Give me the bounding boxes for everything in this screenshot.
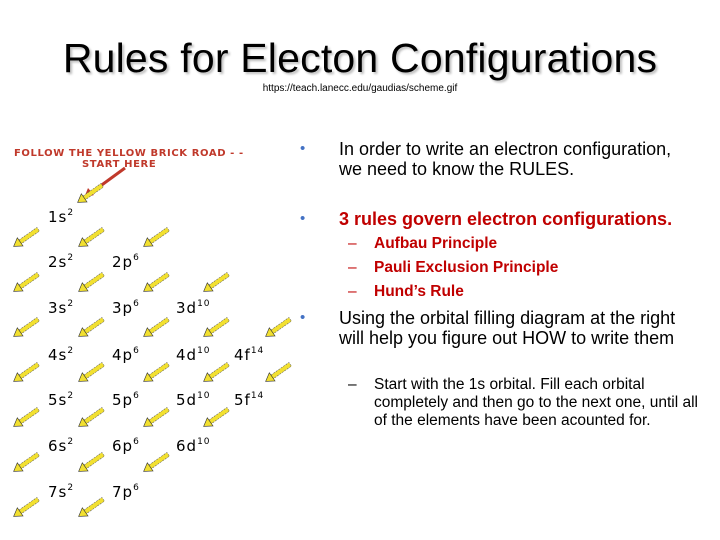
orbital-label: 2p xyxy=(112,253,134,271)
rule-1-text: Aufbau Principle xyxy=(374,235,498,252)
orbital-label: 6s xyxy=(48,437,68,455)
yellow-arrow xyxy=(11,495,41,520)
slide-title: Rules for Electon Configurations xyxy=(62,35,658,81)
yellow-arrow xyxy=(201,270,231,295)
yellow-arrow xyxy=(76,315,106,340)
orbital-label: 5s xyxy=(48,391,68,409)
orbital-7p xyxy=(112,481,140,500)
orbital-1s xyxy=(48,206,74,225)
orbital-label: 4s xyxy=(48,346,68,364)
yellow-arrow xyxy=(76,405,106,430)
diagonal-arrows xyxy=(0,125,300,540)
bullet-dot: • xyxy=(300,309,306,326)
orbital-electron-count: 10 xyxy=(197,346,211,356)
orbital-4p xyxy=(112,344,140,363)
orbital-3s xyxy=(48,297,74,316)
yellow-arrow xyxy=(11,360,41,385)
orbital-label: 3d xyxy=(176,299,198,317)
orbital-5d xyxy=(176,389,211,408)
orbital-label: 7p xyxy=(112,483,134,501)
orbital-electron-count: 10 xyxy=(197,299,211,309)
orbital-4d xyxy=(176,344,211,363)
orbital-3d xyxy=(176,297,211,316)
yellow-arrow xyxy=(141,270,171,295)
orbital-electron-count: 2 xyxy=(67,391,75,401)
orbital-label: 1s xyxy=(48,208,68,226)
orbital-electron-count: 14 xyxy=(250,346,265,356)
yellow-arrow xyxy=(75,181,105,206)
yellow-arrow xyxy=(201,360,231,385)
orbital-6s xyxy=(48,435,74,454)
bullet-1-text: In order to write an electron configuration, we need to know the RULES. xyxy=(339,139,672,179)
orbital-label: 7s xyxy=(48,483,68,501)
yellow-arrow xyxy=(76,495,106,520)
orbital-5f xyxy=(234,389,264,408)
bullet-dot: • xyxy=(300,140,306,157)
diagram-header-line1: FOLLOW THE YELLOW BRICK ROAD - - xyxy=(14,148,244,159)
bullet-2-text: 3 rules govern electron configurations. xyxy=(339,209,673,229)
diagram-header-line2: START HERE xyxy=(82,159,157,170)
yellow-arrow xyxy=(76,270,106,295)
orbital-electron-count: 6 xyxy=(133,391,140,401)
orbital-label: 5f xyxy=(234,391,251,409)
yellow-arrow xyxy=(76,360,106,385)
yellow-arrow xyxy=(263,315,293,340)
orbital-electron-count: 2 xyxy=(67,483,75,493)
orbital-label: 3p xyxy=(112,299,134,317)
orbital-electron-count: 2 xyxy=(67,299,75,309)
yellow-arrow xyxy=(11,450,41,475)
orbital-electron-count: 2 xyxy=(67,346,75,356)
orbital-electron-count: 6 xyxy=(133,483,140,493)
dash: – xyxy=(348,235,357,252)
dash: – xyxy=(348,376,357,393)
orbital-2p xyxy=(112,251,140,270)
yellow-arrow xyxy=(141,405,171,430)
orbital-5p xyxy=(112,389,140,408)
orbital-electron-count: 6 xyxy=(133,253,140,263)
yellow-arrow xyxy=(141,225,171,250)
dash: – xyxy=(348,259,357,276)
orbital-electron-count: 6 xyxy=(133,346,140,356)
yellow-arrow xyxy=(11,405,41,430)
orbital-label: 3s xyxy=(48,299,68,317)
yellow-arrow xyxy=(11,315,41,340)
orbital-2s xyxy=(48,251,74,270)
orbital-electron-count: 6 xyxy=(133,299,140,309)
dash: – xyxy=(348,283,357,300)
yellow-arrow xyxy=(141,450,171,475)
orbital-label: 4p xyxy=(112,346,134,364)
yellow-arrow xyxy=(11,225,41,250)
orbital-electron-count: 14 xyxy=(250,391,265,401)
orbital-electron-count: 2 xyxy=(67,437,75,447)
orbital-electron-count: 10 xyxy=(197,437,211,447)
bullet-3-text: Using the orbital filling diagram at the right will help you figure out HOW to write them xyxy=(339,308,676,348)
yellow-arrow xyxy=(201,405,231,430)
orbital-label: 6p xyxy=(112,437,134,455)
orbital-electron-count: 2 xyxy=(67,208,75,218)
rule-2-text: Pauli Exclusion Principle xyxy=(374,259,559,276)
yellow-arrow xyxy=(201,315,231,340)
orbital-7s xyxy=(48,481,74,500)
yellow-arrow xyxy=(76,225,106,250)
orbital-filling-diagram xyxy=(0,125,300,540)
yellow-arrow xyxy=(11,270,41,295)
orbital-label: 4d xyxy=(176,346,198,364)
orbital-5s xyxy=(48,389,74,408)
source-url: https://teach.lanecc.edu/gaudias/scheme.gif xyxy=(262,83,458,94)
orbital-4f xyxy=(234,344,264,363)
orbital-electron-count: 6 xyxy=(133,437,140,447)
orbital-electron-count: 2 xyxy=(67,253,75,263)
yellow-arrow xyxy=(263,360,293,385)
orbital-4s xyxy=(48,344,74,363)
orbital-3p xyxy=(112,297,140,316)
orbital-label: 5p xyxy=(112,391,134,409)
orbital-label: 6d xyxy=(176,437,198,455)
rule-3-text: Hund’s Rule xyxy=(374,283,464,300)
yellow-arrow xyxy=(76,450,106,475)
sub-bullet-text: Start with the 1s orbital. Fill each orbital completely and then go to the next one, until all of the elements have been acounted for. xyxy=(374,376,698,429)
orbital-6d xyxy=(176,435,211,454)
orbital-6p xyxy=(112,435,140,454)
bullet-dot: • xyxy=(300,210,306,227)
yellow-arrow xyxy=(141,315,171,340)
orbital-label: 4f xyxy=(234,346,251,364)
yellow-arrow xyxy=(141,360,171,385)
orbital-label: 2s xyxy=(48,253,68,271)
orbital-electron-count: 10 xyxy=(197,391,211,401)
orbital-label: 5d xyxy=(176,391,198,409)
